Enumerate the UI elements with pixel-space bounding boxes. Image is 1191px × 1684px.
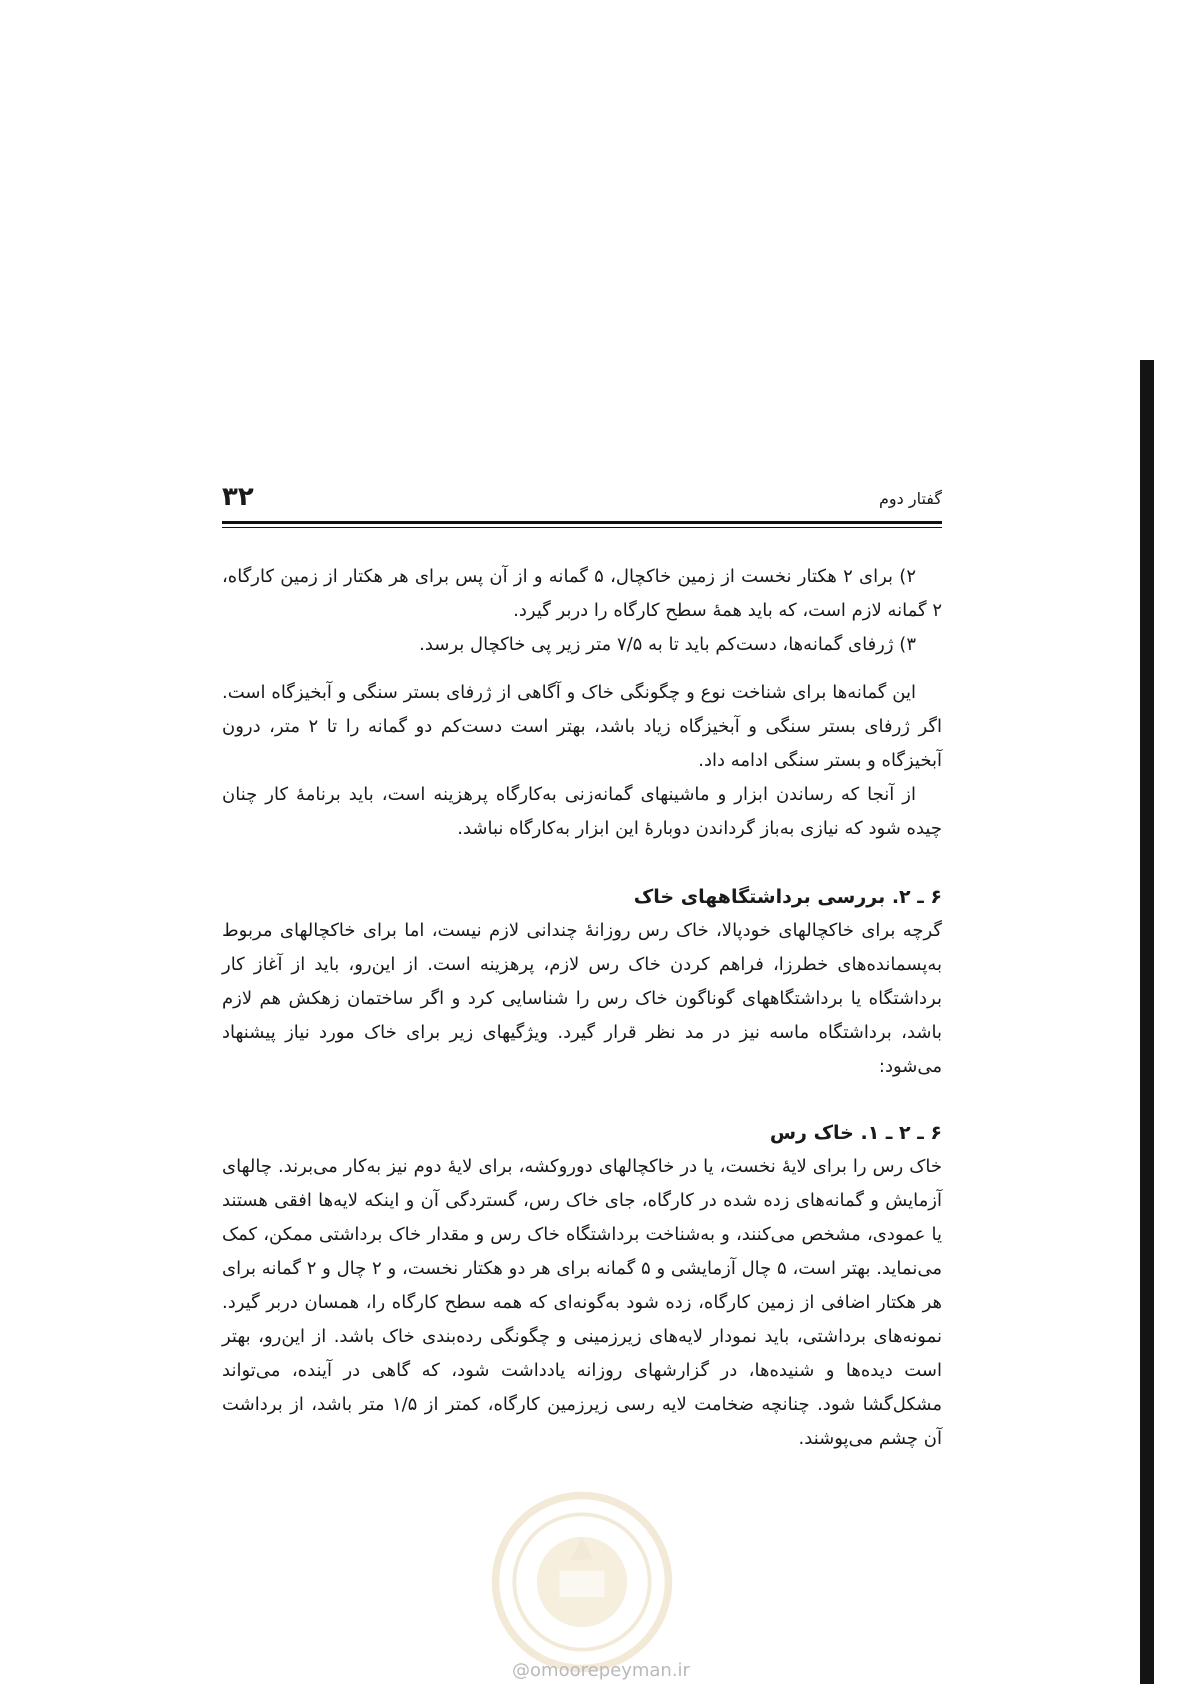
page-number: ۳۲ xyxy=(222,482,254,512)
page-body xyxy=(222,560,942,1456)
header-rule-thin xyxy=(222,527,942,528)
paragraph: این گمانه‌ها برای شناخت نوع و چگونگی خاک و آگاهی از ژرفای بستر سنگی و آبخیزگاه است. اگر ژرفای بستر سنگی و آبخیزگاه زیاد باشد، بهتر است دست‌کم دو گمانه را تا ۲ متر، درون آبخیزگاه و بستر سنگی ادامه داد. xyxy=(222,682,942,771)
header-rule xyxy=(222,521,942,524)
chapter-title: گفتار دوم xyxy=(879,489,942,508)
subsection-paragraph: خاک رس را برای لایهٔ نخست، یا در خاکچالهای دوروکشه، برای لایهٔ دوم نیز به‌کار می‌برند. چالهای آزمایش و گمانه‌های زده شده در کارگاه، جای خاک رس، گستردگی آن و اینکه لایه‌ها افقی هستند یا عمودی، مشخص می‌کنند، و به‌شناخت برداشتگاه خاک رس و مقدار خاک برداشتی ممکن، کمک می‌نماید. بهتر است، ۵ چال آزمایشی و ۵ گمانه برای هر دو هکتار نخست، و ۲ چال و ۲ گمانه برای هر هکتار اضافی از زمین کارگاه، زده شود به‌گونه‌ای که همه سطح کارگاه را، همسان دربر گیرد. نمونه‌های برداشتی، باید نمودار لایه‌های زیرزمینی و چگونگی رده‌بندی خاک باشد. از این‌رو، بهتر است دیده‌ها و شنیده‌ها، در گزارشهای روزانه یادداشت شود، که گاهی در آینده، می‌تواند مشکل‌گشا شود. چنانچه ضخامت لایه رسی زیرزمین کارگاه، کمتر از ۱/۵ متر باشد، از برداشت آن چشم می‌پوشند. xyxy=(222,1156,943,1449)
page-edge-bar xyxy=(1140,360,1154,1684)
list-item-3: ۳) ژرفای گمانه‌ها، دست‌کم باید تا به ۷/۵ متر زیر پی خاکچال برسد. xyxy=(419,634,916,655)
watermark-seal-icon xyxy=(488,1488,676,1676)
section-heading: ۶ ـ ۲. بررسی برداشتگاههای خاک xyxy=(633,886,942,908)
section-paragraph: گرچه برای خاکچالهای خودپالا، خاک رس روزانهٔ چندانی لازم نیست، اما برای خاکچالهای مربوط به‌پسمانده‌های خطرزا، فراهم کردن خاک رس لازم، پرهزینه است. از این‌رو، باید از آغاز کار برداشتگاه یا برداشتگاههای گوناگون خاک رس را شناسایی کرد و اگر ساختمان زهکش هم لازم باشد، برداشتگاه ماسه نیز در مد نظر قرار گیرد. ویژگیهای زیر برای خاک مورد نیاز پیشنهاد می‌شود: xyxy=(222,920,942,1077)
list-item-2: ۲) برای ۲ هکتار نخست از زمین خاکچال، ۵ گمانه و از آن پس برای هر هکتار از زمین کارگاه، ۲ گمانه لازم است، که باید همهٔ سطح کارگاه را دربر گیرد. xyxy=(222,566,942,621)
watermark-url: @omoorepeyman.ir xyxy=(512,1660,690,1681)
page-header xyxy=(222,482,942,516)
paragraph: از آنجا که رساندن ابزار و ماشینهای گمانه‌زنی به‌کارگاه پرهزینه است، باید برنامهٔ کار چنان چیده شود که نیازی به‌باز گرداندن دوبارهٔ این ابزار به‌کارگاه نباشد. xyxy=(222,784,942,839)
subsection-heading: ۶ ـ ۲ ـ ۱. خاک رس xyxy=(769,1122,942,1144)
